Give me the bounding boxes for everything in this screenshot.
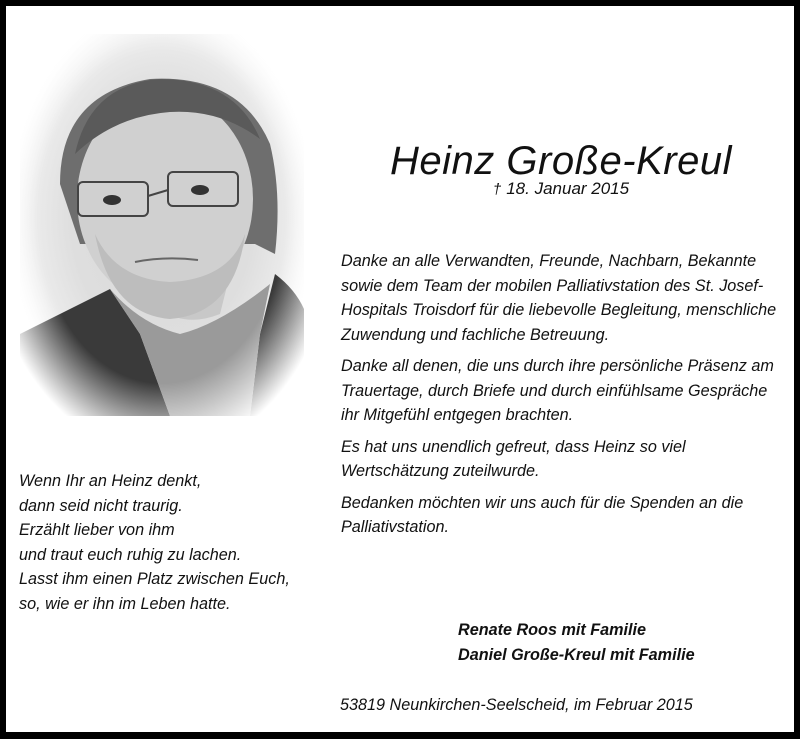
poem-line: Erzählt lieber von ihm: [19, 521, 175, 539]
dagger-icon: †: [492, 181, 502, 198]
signature-line: Renate Roos mit Familie: [458, 621, 646, 639]
signature-line: Daniel Große-Kreul mit Familie: [458, 646, 695, 664]
thank-you-paragraph: Danke an alle Verwandten, Freunde, Nachbarn, Bekannte sowie dem Team der mobilen Palliativstation des St. Josef-Hospitals Troisdorf für die liebevolle Begleitung, menschliche Zuwendung und fachliche Betreuung.: [341, 252, 777, 344]
place-and-date: 53819 Neunkirchen-Seelscheid, im Februar 2015: [340, 696, 693, 714]
signatures: [458, 618, 695, 668]
death-date: 18. Januar 2015: [506, 179, 630, 198]
thank-you-paragraph: Bedanken möchten wir uns auch für die Spenden an die Palliativstation.: [341, 493, 744, 536]
poem-line: und traut euch ruhig zu lachen.: [19, 545, 242, 564]
portrait-photo: [20, 34, 304, 416]
death-date-line: [336, 179, 786, 199]
poem-line: Lasst ihm einen Platz zwischen Euch,: [19, 570, 290, 588]
thank-you-paragraph: Danke all denen, die uns durch ihre persönliche Präsenz am Trauertage, durch Briefe und durch einfühlsame Gespräche ihr Mitgefühl entgegen brachten.: [341, 357, 774, 424]
obituary-notice: [6, 6, 794, 732]
thank-you-text: [341, 249, 786, 547]
memorial-poem: [19, 469, 329, 616]
poem-line: Wenn Ihr an Heinz denkt,: [19, 472, 202, 490]
portrait-illustration: [20, 34, 304, 416]
deceased-name: Heinz Große-Kreul: [390, 138, 732, 183]
thank-you-paragraph: Es hat uns unendlich gefreut, dass Heinz so viel Wertschätzung zuteilwurde.: [341, 437, 686, 480]
poem-line: dann seid nicht traurig.: [19, 496, 183, 515]
poem-line: so, wie er ihn im Leben hatte.: [19, 594, 231, 613]
